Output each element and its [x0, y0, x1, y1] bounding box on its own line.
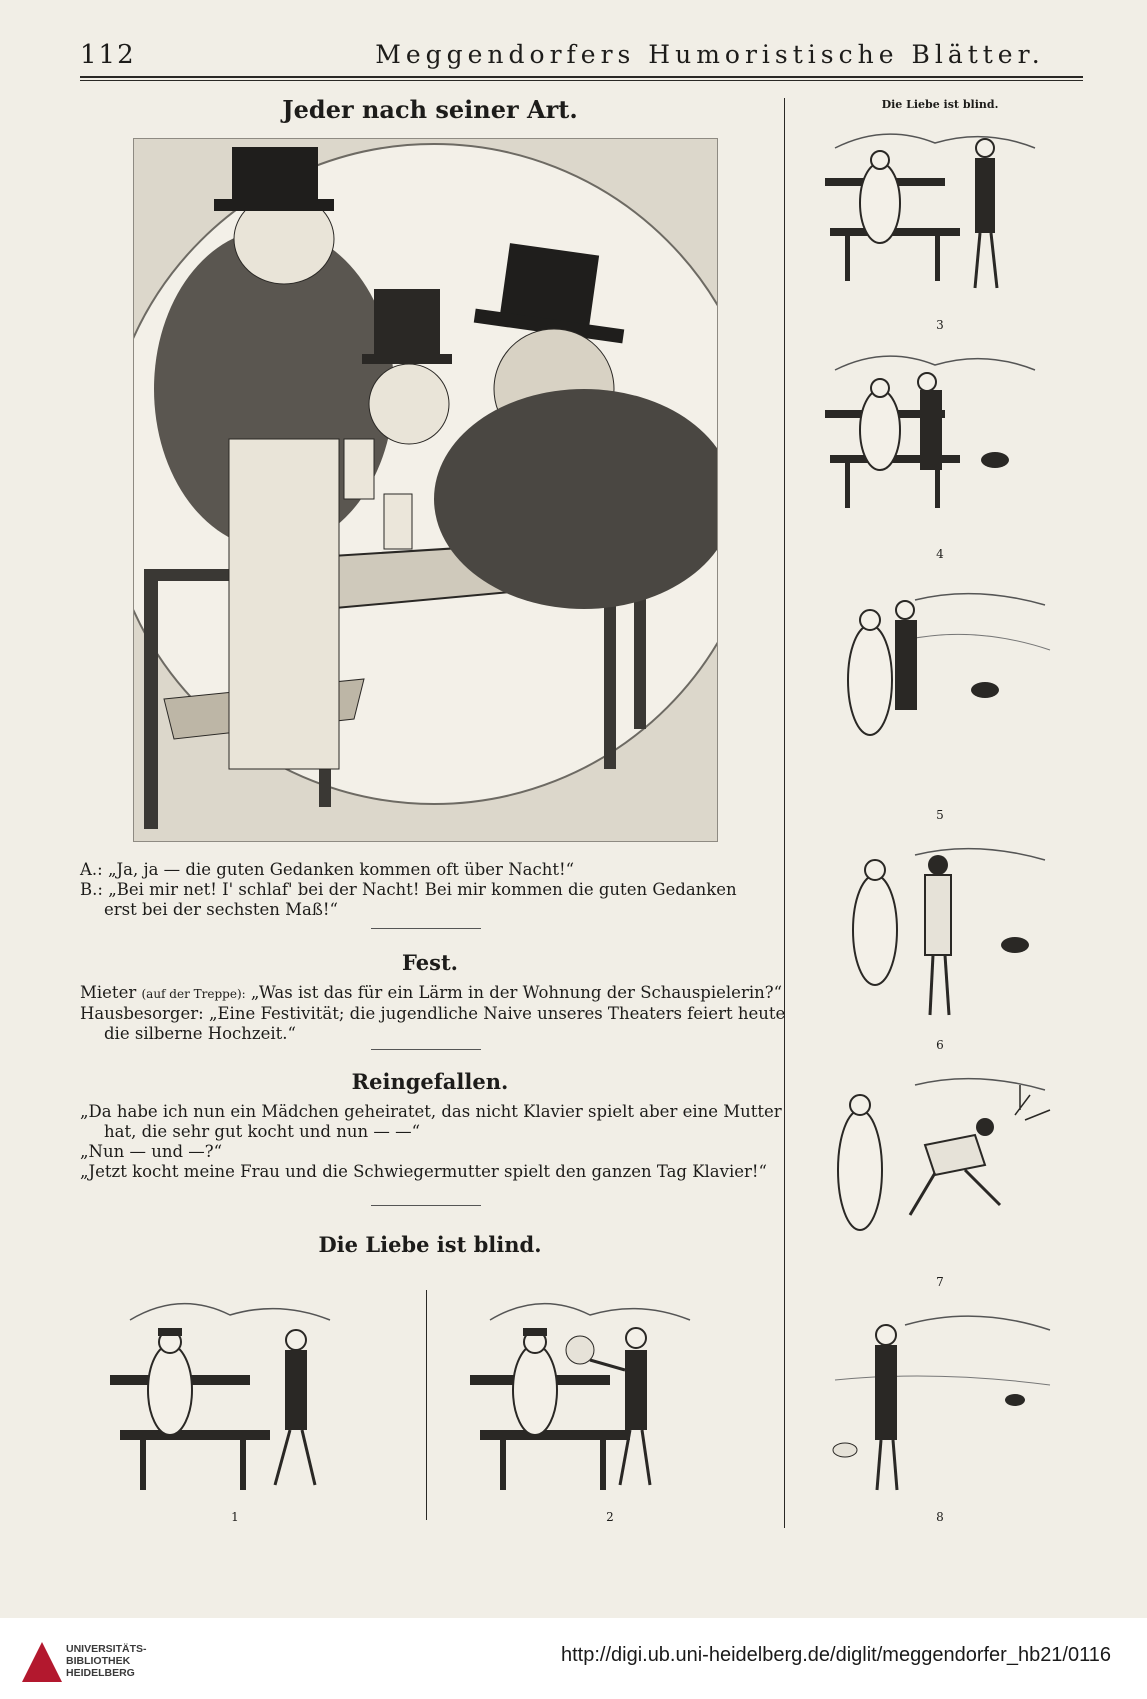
reingefallen-line: hat, die sehr gut kocht und nun — —“ [104, 1122, 421, 1141]
header-rule [80, 76, 1083, 78]
comic-panel-7 [815, 1065, 1055, 1270]
source-url: http://digi.ub.uni-heidelberg.de/diglit/meggendorfer_hb21/0116 [560, 1644, 1111, 1666]
comic-panel-6 [815, 835, 1055, 1030]
reingefallen-text [80, 1102, 780, 1182]
header-rule-thin [80, 80, 1083, 81]
fest-title: Fest. [402, 950, 458, 975]
fest-line [80, 1024, 780, 1044]
fest-line-text: „Eine Festivität; die jugendliche Naive unseres Theaters feiert heute [208, 1004, 786, 1023]
panel-3-drawing [815, 118, 1055, 318]
main-dialogue [80, 860, 770, 920]
side-strip-title: Die Liebe ist blind. [881, 98, 999, 111]
main-cartoon-title: Jeder nach seiner Art. [282, 95, 578, 124]
fest-line-text: „Was ist das für ein Lärm in der Wohnung der Schauspielerin?“ [250, 983, 783, 1002]
journal-title: Meggendorfers Humoristische Blätter. [375, 40, 1045, 69]
panel-divider [426, 1290, 427, 1520]
panel-5-drawing [815, 580, 1055, 775]
speaker-label: A.: [80, 860, 103, 879]
section-separator [371, 1049, 481, 1050]
comic-panel-1 [100, 1280, 400, 1505]
comic-panel-3 [815, 118, 1055, 318]
section-separator [371, 1205, 481, 1206]
speaker-label: Mieter [80, 983, 137, 1002]
panel-number: 3 [936, 318, 944, 332]
fest-line-text: die silberne Hochzeit.“ [104, 1024, 296, 1043]
comic-panel-2 [460, 1280, 760, 1505]
reingefallen-line: „Nun — und —?“ [80, 1142, 223, 1161]
library-name: UNIVERSITÄTS- BIBLIOTHEK HEIDELBERG [66, 1643, 147, 1679]
panel-number: 6 [936, 1038, 944, 1052]
dialogue-text: „Bei mir net! I' schlaf' bei der Nacht! Bei mir kommen die guten Gedanken [108, 880, 737, 899]
comic-panel-4 [815, 340, 1055, 540]
comic-panel-8 [815, 1300, 1055, 1505]
reingefallen-title: Reingefallen. [351, 1069, 509, 1094]
panel-number: 7 [936, 1275, 944, 1289]
dialogue-line [80, 880, 770, 900]
panel-2-drawing [460, 1280, 760, 1505]
panel-1-drawing [100, 1280, 400, 1505]
panel-number: 8 [936, 1510, 944, 1524]
liebe-title: Die Liebe ist blind. [318, 1232, 542, 1257]
panel-8-drawing [815, 1300, 1055, 1505]
dialogue-text: erst bei der sechsten Maß!“ [104, 900, 338, 919]
page-number: 112 [80, 40, 136, 70]
digitization-footer [0, 1618, 1147, 1699]
section-separator [371, 928, 481, 929]
panel-6-drawing [815, 835, 1055, 1030]
panel-4-drawing [815, 340, 1055, 540]
reingefallen-line: „Da habe ich nun ein Mädchen geheiratet, das nicht Klavier spielt aber eine Mutter [80, 1102, 782, 1121]
tavern-scene-drawing [134, 139, 717, 841]
speaker-label: B.: [80, 880, 103, 899]
panel-number: 5 [936, 808, 944, 822]
fest-line [80, 1004, 786, 1024]
comic-panel-5 [815, 580, 1055, 775]
panel-number: 2 [606, 1510, 614, 1524]
main-illustration [133, 138, 718, 842]
fest-line [80, 983, 783, 1004]
panel-7-drawing [815, 1065, 1055, 1270]
fest-text [80, 983, 786, 1044]
page-header [80, 40, 1080, 76]
dialogue-line [80, 900, 770, 920]
dialogue-text: „Ja, ja — die guten Gedanken kommen oft über Nacht!“ [107, 860, 575, 879]
speaker-label: Hausbesorger: [80, 1004, 204, 1023]
column-divider [784, 98, 785, 1528]
panel-number: 4 [936, 547, 944, 561]
dialogue-line [80, 860, 770, 880]
stage-note: (auf der Treppe): [141, 987, 246, 1001]
panel-number: 1 [231, 1510, 239, 1524]
reingefallen-line: „Jetzt kocht meine Frau und die Schwiegermutter spielt den ganzen Tag Klavier!“ [80, 1162, 767, 1181]
